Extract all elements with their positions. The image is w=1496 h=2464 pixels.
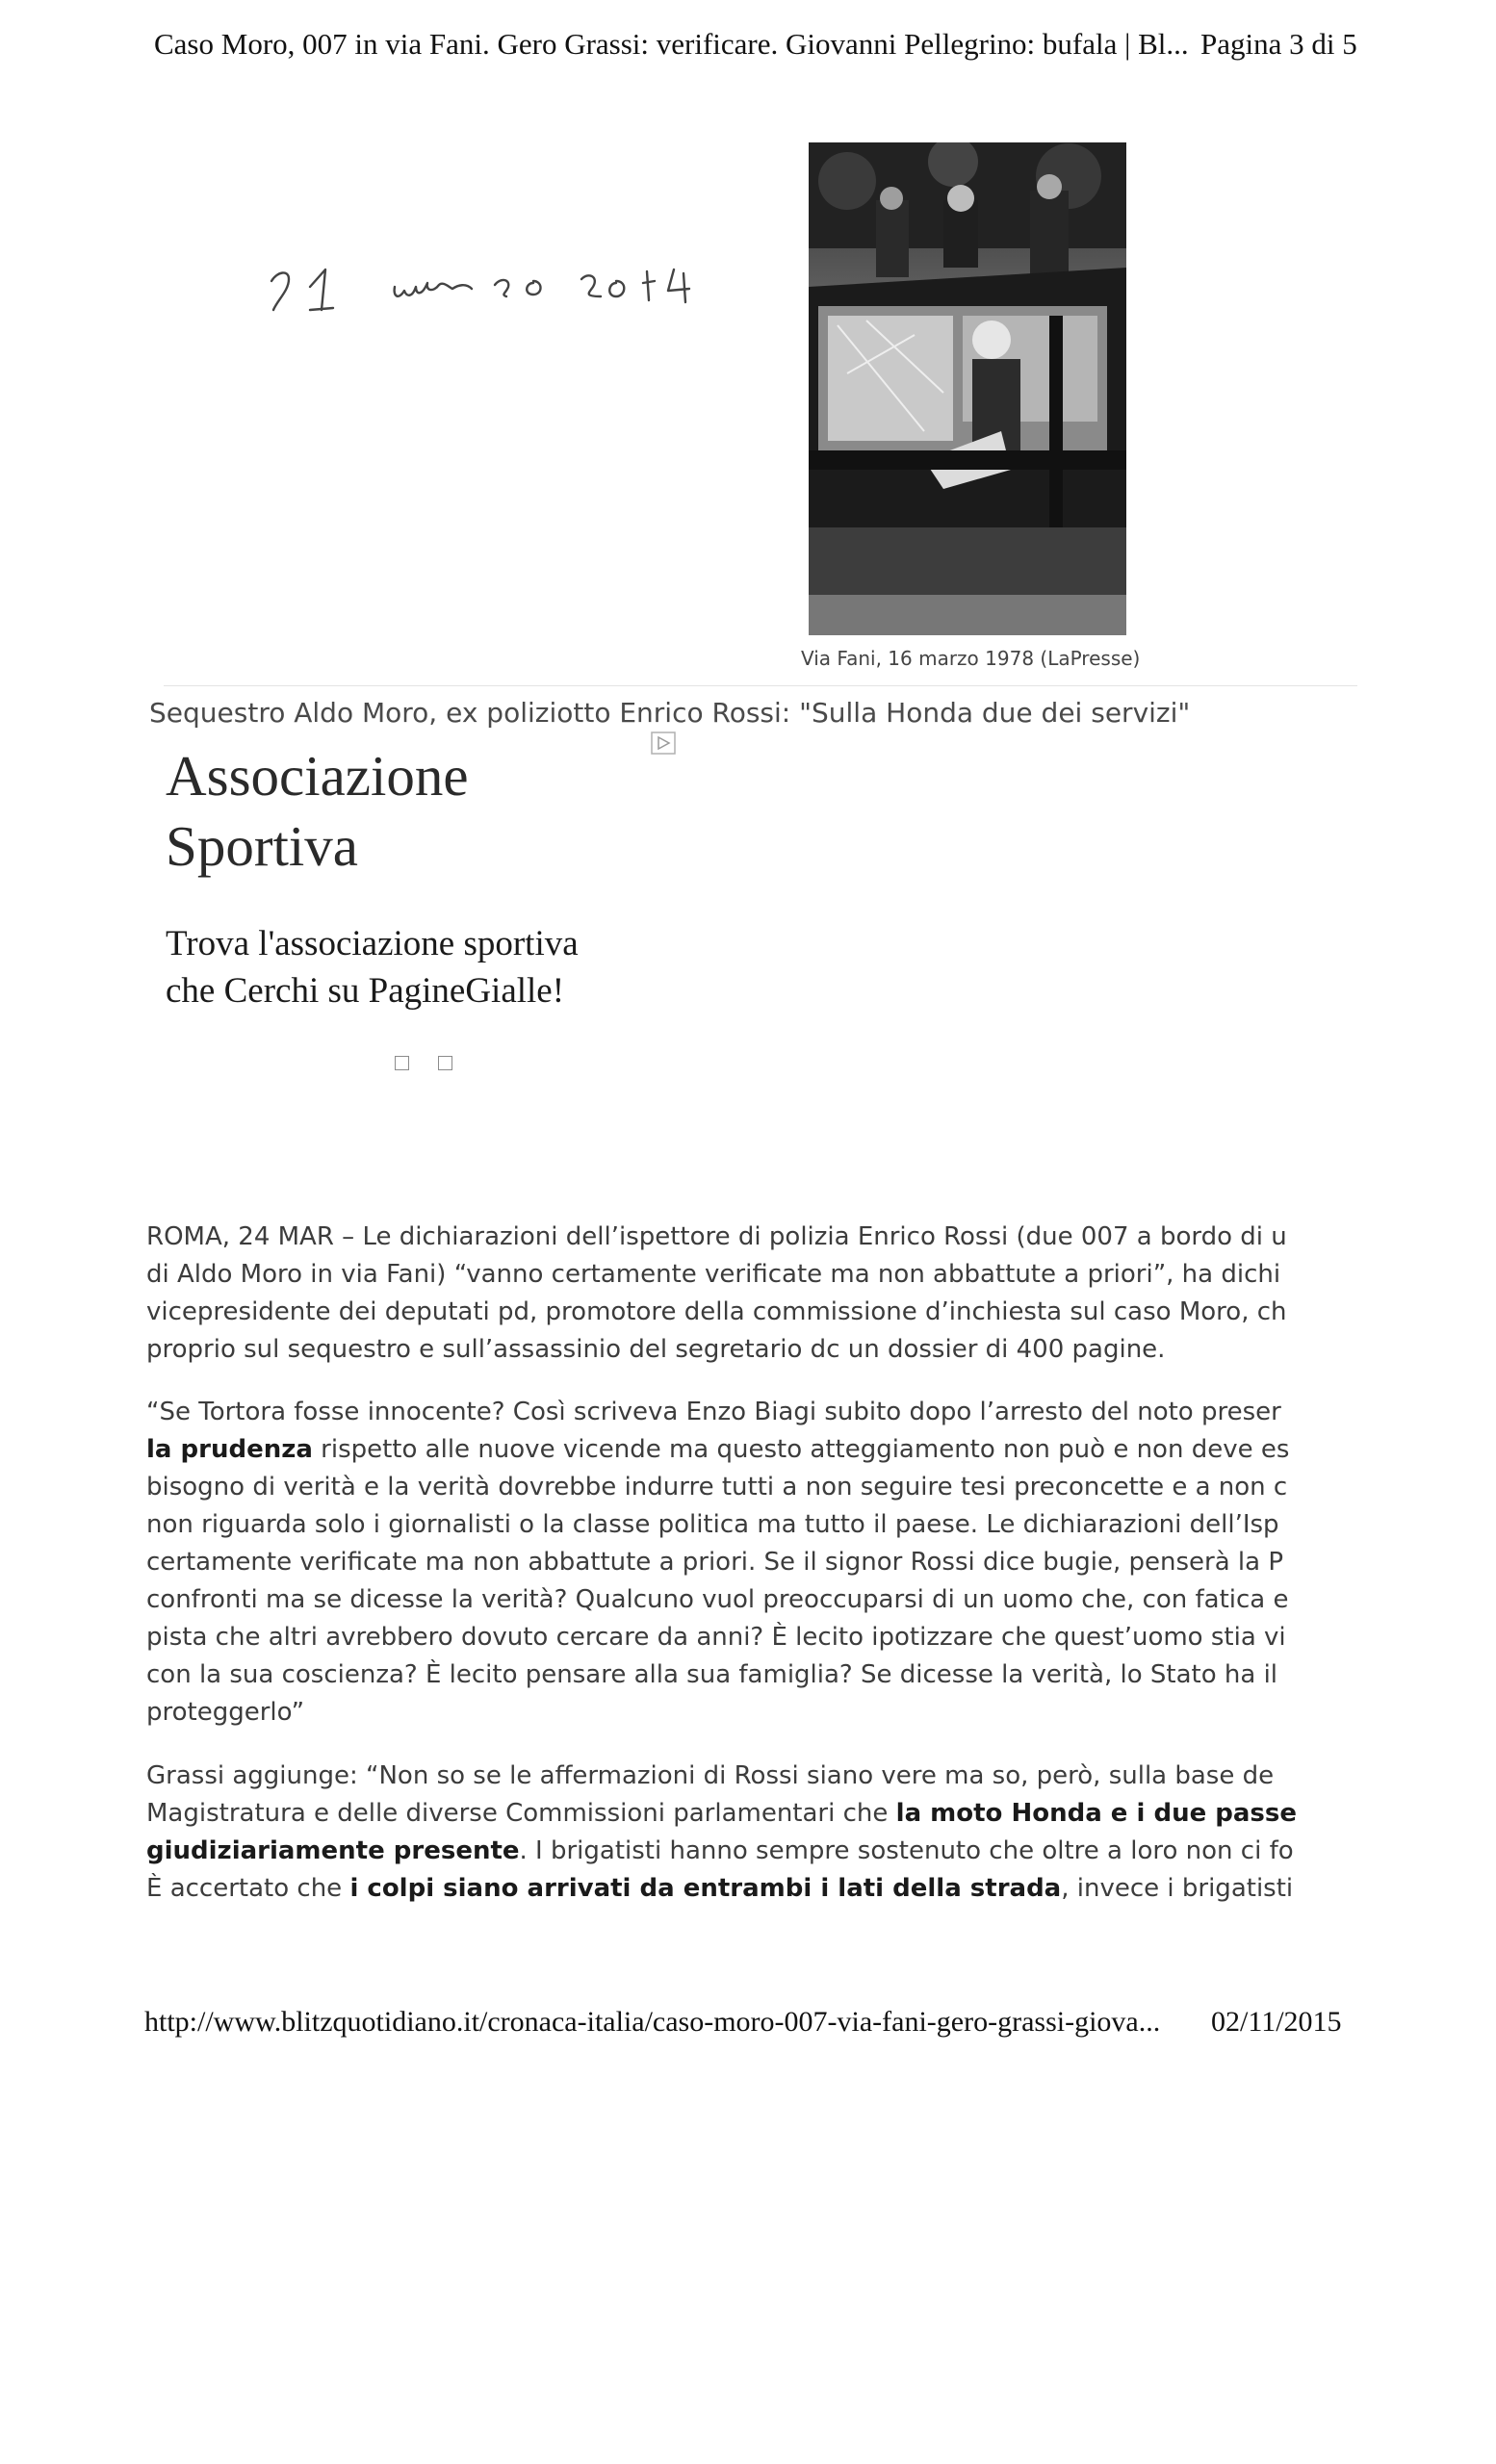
ad-title[interactable] bbox=[166, 741, 666, 882]
article-line: confronti ma se dicesse la verità? Qualcuno vuol preoccuparsi di un uomo che, con fatica e bbox=[146, 1585, 1289, 1614]
print-footer-date: 02/11/2015 bbox=[1211, 2006, 1342, 2038]
article-line: pista che altri avrebbero dovuto cercare da anni? È lecito ipotizzare che quest’uomo stia vi bbox=[146, 1623, 1286, 1652]
article-line: Grassi aggiunge: “Non so se le affermazioni di Rossi siano vere ma so, però, sulla base de bbox=[146, 1761, 1275, 1790]
article-line: con la sua coscienza? È lecito pensare alla sua famiglia? Se dicesse la verità, lo Stato ha il bbox=[146, 1660, 1278, 1689]
article-line: non riguarda solo i giornalisti o la classe politica ma tutto il paese. Le dichiarazioni dell’Isp bbox=[146, 1510, 1279, 1539]
article-line: certamente verificate ma non abbattute a priori. Se il signor Rossi dice bugie, penserà la P bbox=[146, 1548, 1284, 1577]
article-line bbox=[146, 1431, 1346, 1469]
article-line: di Aldo Moro in via Fani) “vanno certamente verificate ma non abbattute a priori”, ha dichi bbox=[146, 1260, 1281, 1289]
text-run: rispetto alle nuove vicende ma questo atteggiamento non può e non deve es bbox=[312, 1435, 1290, 1464]
ad-title-line: Associazione bbox=[166, 744, 469, 808]
related-article-link[interactable]: Sequestro Aldo Moro, ex poliziotto Enrico Rossi: "Sulla Honda due dei servizi" bbox=[149, 697, 1191, 729]
print-header-page: Pagina 3 di 5 bbox=[1200, 27, 1357, 61]
bold-phrase: la prudenza bbox=[146, 1435, 313, 1464]
text-run: , invece i brigatisti bbox=[1061, 1874, 1294, 1903]
news-photo bbox=[809, 142, 1126, 635]
article-line: ROMA, 24 MAR – Le dichiarazioni dell’ispettore di polizia Enrico Rossi (due 007 a bordo di u bbox=[146, 1222, 1287, 1251]
bold-phrase: la moto Honda e i due passe bbox=[895, 1799, 1297, 1828]
handwritten-date bbox=[260, 241, 761, 346]
print-header bbox=[154, 27, 1367, 62]
article-line bbox=[146, 1870, 1346, 1908]
print-header-title: Caso Moro, 007 in via Fani. Gero Grassi: verificare. Giovanni Pellegrino: bufala | Bl... bbox=[154, 27, 1189, 61]
article-paragraph bbox=[146, 1394, 1346, 1732]
ad-dot-icon[interactable] bbox=[395, 1056, 409, 1070]
article-line: proteggerlo” bbox=[146, 1698, 305, 1727]
text-run: . I brigatisti hanno sempre sostenuto che oltre a loro non ci fo bbox=[519, 1836, 1294, 1865]
bold-phrase: i colpi siano arrivati da entrambi i lati della strada bbox=[349, 1874, 1062, 1903]
article-paragraph bbox=[146, 1219, 1346, 1369]
article-line: vicepresidente dei deputati pd, promotore della commissione d’inchiesta sul caso Moro, ch bbox=[146, 1297, 1287, 1326]
ad-title-line: Sportiva bbox=[166, 814, 358, 878]
print-footer-url[interactable]: http://www.blitzquotidiano.it/cronaca-italia/caso-moro-007-via-fani-gero-grassi-giova... bbox=[144, 2006, 1161, 2038]
ad-dot-icon[interactable] bbox=[438, 1056, 452, 1070]
text-run: Magistratura e delle diverse Commissioni parlamentari che bbox=[146, 1799, 896, 1828]
article-line: proprio sul sequestro e sull’assassinio del segretario dc un dossier di 400 pagine. bbox=[146, 1335, 1166, 1364]
article-line bbox=[146, 1833, 1346, 1870]
article-paragraph bbox=[146, 1758, 1346, 1908]
ad-text-line: che Cerchi su PagineGialle! bbox=[166, 971, 565, 1011]
photo-caption: Via Fani, 16 marzo 1978 (LaPresse) bbox=[801, 647, 1141, 670]
text-run: È accertato che bbox=[146, 1874, 350, 1903]
ad-description[interactable] bbox=[166, 920, 705, 1014]
article-line bbox=[146, 1795, 1346, 1833]
divider bbox=[164, 685, 1357, 686]
bold-phrase: giudiziariamente presente bbox=[146, 1836, 520, 1865]
article-line: “Se Tortora fosse innocente? Così scriveva Enzo Biagi subito dopo l’arresto del noto preser bbox=[146, 1398, 1281, 1426]
article-line: bisogno di verità e la verità dovrebbe indurre tutti a non seguire tesi preconcette e a non c bbox=[146, 1473, 1288, 1502]
print-footer bbox=[144, 2006, 1342, 2039]
ad-text-line: Trova l'associazione sportiva bbox=[166, 924, 579, 963]
